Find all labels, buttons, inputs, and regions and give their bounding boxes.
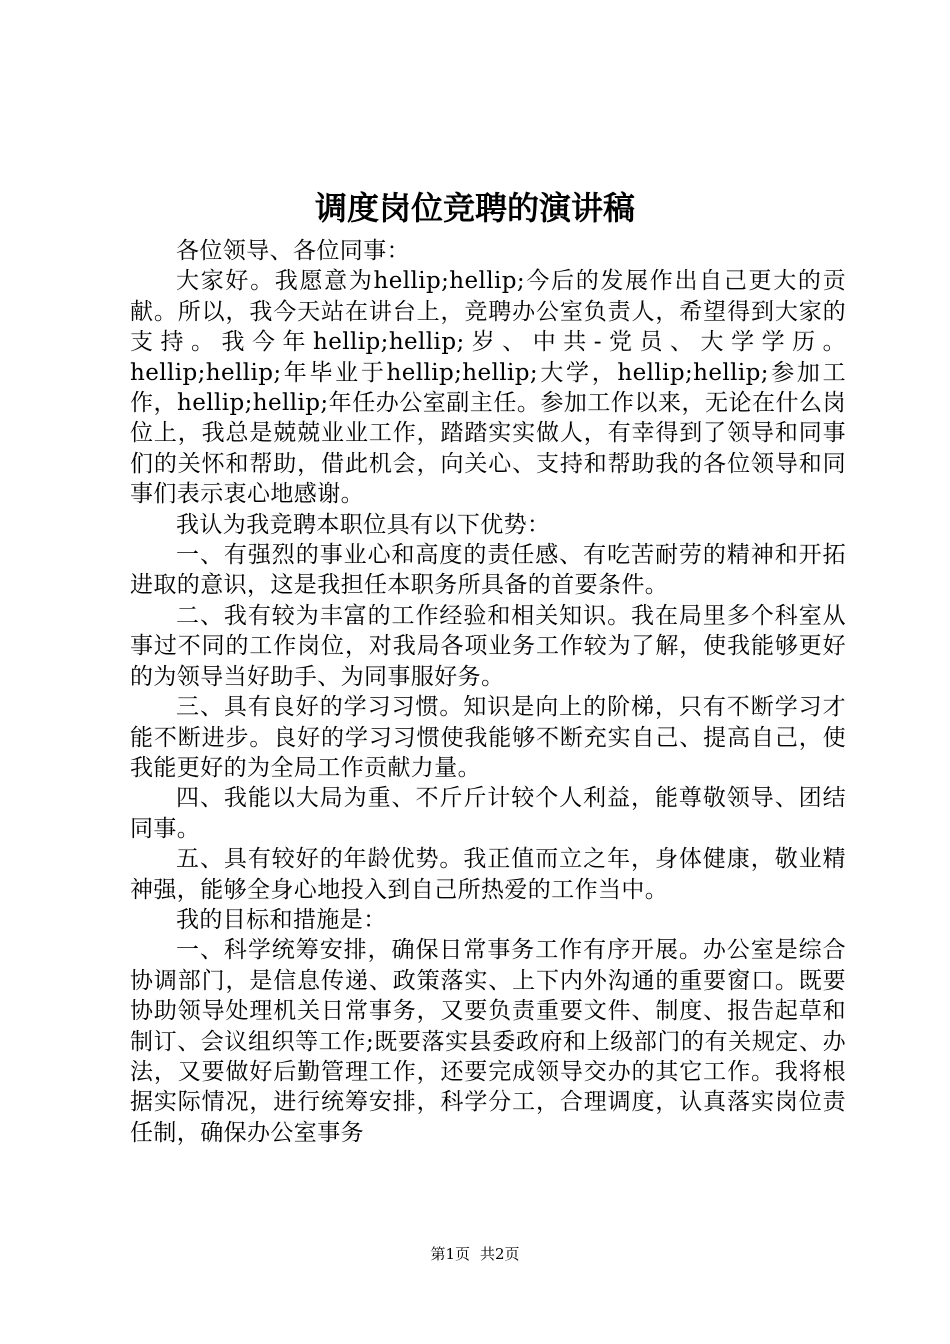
paragraph-advantage-5: 五、具有较好的年龄优势。我正值而立之年，身体健康，敬业精神强，能够全身心地投入到自己所热爱的工作当中。 (130, 846, 846, 903)
paragraph-goals-heading: 我的目标和措施是： (176, 906, 387, 933)
paragraph-goal-1: 一、科学统筹安排，确保日常事务工作有序开展。办公室是综合协调部门，是信息传递、政策落实、上下内外沟通的重要窗口。既要协助领导处理机关日常事务，又要负责重要文件、制度、报告起草和制订、会议组织等工作;既要落实县委政府和上级部门的有关规定、办法，又要做好后勤管理工作，还要完成领导交办的其它工作。我将根据实际情况，进行统筹安排，科学分工，合理调度，认真落实岗位责任制，确保办公室事务 (130, 937, 846, 1146)
document-body (130, 236, 846, 1148)
page-total: 共2页 (480, 1245, 520, 1263)
page-number: 第1页 (430, 1245, 470, 1263)
paragraph-advantage-3: 三、具有良好的学习习惯。知识是向上的阶梯，只有不断学习才能不断进步。良好的学习习惯使我能够不断充实自己、提高自己，使我能更好的为全局工作贡献力量。 (130, 694, 846, 781)
paragraph-advantage-1: 一、有强烈的事业心和高度的责任感、有吃苦耐劳的精神和开拓进取的意识，这是我担任本职务所具备的首要条件。 (130, 542, 846, 599)
paragraph-advantages-heading: 我认为我竞聘本职位具有以下优势： (176, 511, 551, 538)
paragraph-introduction: 大家好。我愿意为hellip;hellip;今后的发展作出自己更大的贡献。所以，我今天站在讲台上，竞聘办公室负责人，希望得到大家的支持。我今年hellip;hellip;岁、中共-党员、大学学历。hellip;hellip;年毕业于hellip;hellip;大学，hellip;hellip;参加工作，hellip;hellip;年任办公室副主任。参加工作以来，无论在什么岗位上，我总是兢兢业业工作，踏踏实实做人，有幸得到了领导和同事们的关怀和帮助，借此机会，向关心、支持和帮助我的各位领导和同事们表示衷心地感谢。 (130, 268, 846, 508)
document-title: 调度岗位竞聘的演讲稿 (314, 189, 635, 227)
page-footer (0, 1244, 950, 1264)
paragraph-salutation: 各位领导、各位同事： (176, 238, 410, 264)
paragraph-advantage-4: 四、我能以大局为重、不斤斤计较个人利益，能尊敬领导、团结同事。 (130, 785, 846, 842)
paragraph-advantage-2: 二、我有较为丰富的工作经验和相关知识。我在局里多个科室从事过不同的工作岗位，对我局各项业务工作较为了解，使我能够更好的为领导当好助手、为同事服好务。 (130, 602, 846, 690)
